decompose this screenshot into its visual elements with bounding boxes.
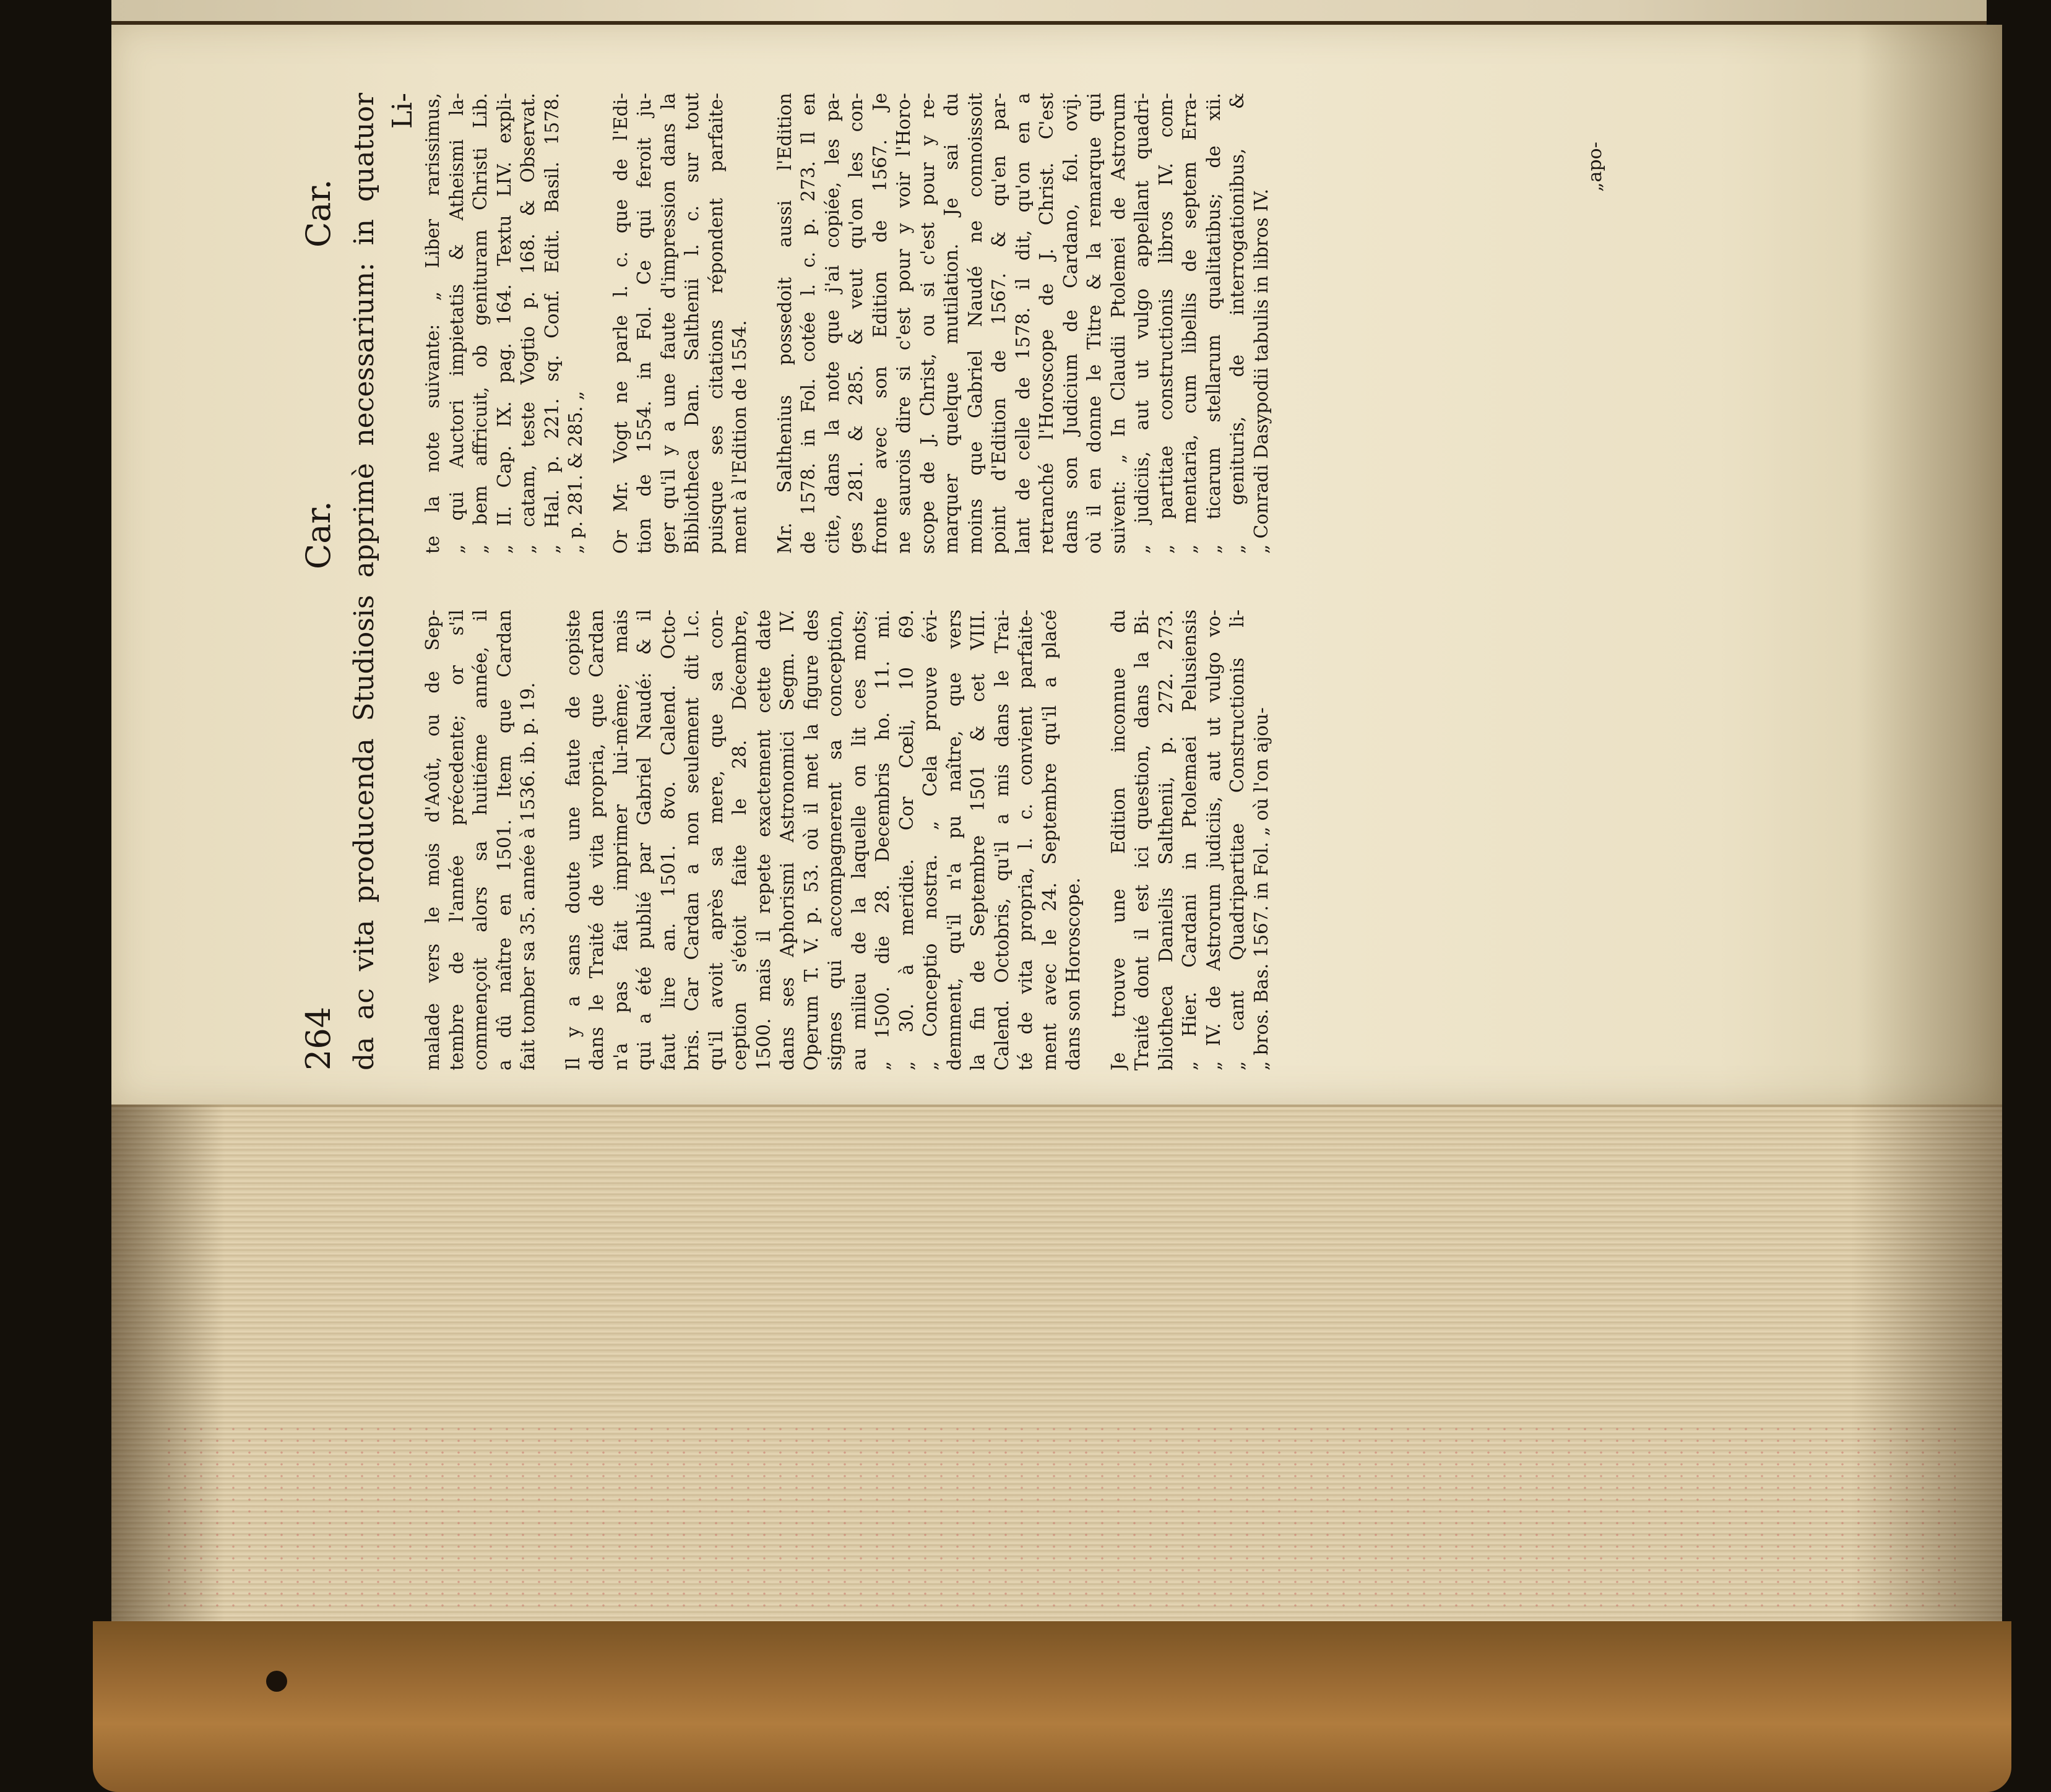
paragraph — [421, 610, 540, 1070]
text-line: ception s'étoit faite le 28. Décembre, — [729, 610, 750, 1070]
text-line: „ cant Quadripartitae Constructionis li- — [1227, 610, 1248, 1070]
text-line: lant de celle de 1578. il dit, qu'on en a — [1012, 93, 1034, 554]
text-line: ment à l'Edition de 1554. — [729, 320, 750, 554]
page-number: 264 — [299, 1006, 338, 1070]
text-line: tion de 1554. in Fol. Ce qui feroit ju- — [634, 93, 655, 554]
text-line: commençoit alors sa huitiéme année, il — [470, 610, 491, 1070]
text-line: dans son Horoscope. — [1063, 877, 1084, 1070]
text-line: „ Conceptio nostra. „ Cela prouve évi- — [920, 610, 941, 1070]
text-line: Calend. Octobris, qu'il a mis dans le Trai- — [991, 610, 1013, 1070]
text-line: „ 1500. die 28. Decembris ho. 11. mi. — [872, 610, 893, 1070]
text-line: „ bem affricuit, ob genituram Christi Lib. — [470, 93, 491, 554]
text-line: „ partitae constructionis libros IV. com- — [1155, 93, 1177, 554]
text-line: fronte avec son Edition de 1567. Je — [869, 93, 891, 554]
text-line: ment avec le 24. Septembre qu'il a placé — [1038, 610, 1060, 1070]
lead-line-hyphenation: Li- — [387, 93, 418, 129]
text-line: Je trouve une Edition inconnue du — [1107, 610, 1129, 1070]
edge-shading — [111, 1105, 2002, 1624]
paragraph — [421, 93, 588, 554]
paragraph — [773, 93, 1274, 554]
text-line: „ qui Auctori impietatis & Atheismi la- — [446, 93, 467, 554]
text-line: ges 281. & 285. & veut qu'on les con- — [845, 93, 866, 554]
text-line: la fin de Septembre 1501 & cet VIII. — [967, 610, 988, 1070]
catchword: „apo- — [1584, 142, 1606, 192]
text-line: suivent: „ In Claudii Ptolemei de Astrorum — [1107, 93, 1129, 554]
text-line: puisque ses citations répondent parfaite- — [705, 93, 727, 554]
text-line: faut lire an. 1501. 8vo. Calend. Octo- — [657, 610, 679, 1070]
text-line: „ mentaria, cum libellis de septem Erra- — [1179, 93, 1200, 554]
text-line: qui a été publié par Gabriel Naudé: & il — [634, 610, 655, 1070]
text-line: signes qui accompagnerent sa conception, — [824, 610, 845, 1070]
text-line: „ Conradi Dasypodii tabulis in libros IV. — [1250, 188, 1272, 554]
lead-line-text: da ac vita producenda Studiosis apprimè necessarium: in quatuor — [348, 93, 380, 1070]
text-line: „ 30. à meridie. Cor Cœli, 10 69. — [896, 610, 917, 1070]
text-line: Operum T. V. p. 53. où il met la figure des — [800, 610, 822, 1070]
text-line: „ genituris, de interrogationibus, & — [1227, 93, 1248, 554]
running-header-left: Car. — [299, 501, 338, 569]
paragraph — [561, 610, 1086, 1070]
text-line: bliotheca Danielis Salthenii, p. 272. 273. — [1155, 610, 1177, 1070]
paragraph — [1107, 610, 1274, 1070]
leather-cover — [93, 1621, 2011, 1792]
text-line: 1500. mais il repete exactement cette date — [753, 610, 774, 1070]
page-text-layer — [297, 93, 1621, 1070]
text-line: cite, dans la note que j'ai copiée, les pa- — [821, 93, 843, 554]
text-line: ne saurois dire si c'est pour y voir l'Horo- — [893, 93, 914, 554]
cover-wormhole — [266, 1671, 287, 1692]
text-line: malade vers le mois d'Août, ou de Sep- — [422, 610, 443, 1070]
text-line: Il y a sans doute une faute de copiste — [562, 610, 584, 1070]
text-line: „ Hier. Cardani in Ptolemaei Pelusiensis — [1179, 610, 1200, 1070]
text-line: marquer quelque mutilation. Je sai du — [941, 93, 962, 554]
text-line: qu'il avoit après sa mere, que sa con- — [705, 610, 727, 1070]
text-line: „ bros. Bas. 1567. in Fol. „ où l'on ajou- — [1250, 707, 1272, 1070]
text-line: a dû naître en 1501. Item que Cardan — [493, 610, 515, 1070]
text-line: té de vita propria, l. c. convient parfaite- — [1015, 610, 1036, 1070]
text-line: bris. Car Cardan a non seulement dit l.c. — [681, 610, 702, 1070]
text-line: moins que Gabriel Naudé ne connoissoit — [964, 93, 986, 554]
text-line: point d'Edition de 1567. & qu'en par- — [988, 93, 1009, 554]
text-line: Or Mr. Vogt ne parle l. c. que de l'Edi- — [610, 93, 631, 554]
text-line: „ II. Cap. IX. pag. 164. Textu LIV. expli- — [493, 93, 515, 554]
text-line: „ judiciis, aut ut vulgo appellant quadri- — [1131, 93, 1152, 554]
right-text-column — [421, 93, 1287, 554]
text-line: de 1578. in Fol. cotée l. c. p. 273. Il en — [798, 93, 819, 554]
text-line: tembre de l'année précedente; or s'il — [446, 610, 467, 1070]
text-line: „ p. 281. & 285. „ — [565, 390, 586, 554]
page-gutter-shadow — [1857, 25, 2002, 1105]
text-line: n'a pas fait imprimer lui-même; mais — [610, 610, 631, 1070]
text-line: „ ticarum stellarum qualitatibus; de xii. — [1203, 93, 1224, 554]
text-line: „ Hal. p. 221. sq. Conf. Edit. Basil. 1578. — [541, 93, 563, 554]
text-line: où il en donne le Titre & la remarque qui — [1084, 93, 1105, 554]
text-line: demment, qu'il n'a pu naître, que vers — [943, 610, 965, 1070]
text-line: „ catam, teste Vogtio p. 168. & Observat. — [517, 93, 538, 554]
text-line: dans son Judicium de Cardano, fol. ovij. — [1060, 93, 1081, 554]
text-line: ger qu'il y a une faute d'impression dans la — [657, 93, 679, 554]
text-line: scope de J. Christ, ou si c'est pour y re- — [917, 93, 938, 554]
binding-top — [111, 0, 1987, 25]
text-line: fait tomber sa 35. année à 1536. ib. p. 19. — [517, 682, 538, 1070]
text-line: Mr. Salthenius possedoit aussi l'Edition — [774, 93, 795, 554]
text-line: retranché l'Horoscope de J. Christ. C'est — [1036, 93, 1057, 554]
text-line: dans ses Aphorismi Astronomici Segm. IV. — [777, 610, 798, 1070]
lead-line — [345, 93, 432, 1070]
running-header-right: Car. — [299, 179, 338, 248]
text-line: „ IV. de Astrorum judiciis, aut ut vulgo vo- — [1203, 610, 1224, 1070]
text-line: Bibliotheca Dan. Salthenii l. c. sur tout — [681, 93, 702, 554]
text-line: Traité dont il est ici question, dans la Bi- — [1131, 610, 1152, 1070]
text-line: dans le Traité de vita propria, que Cardan — [586, 610, 607, 1070]
left-text-column — [421, 610, 1287, 1070]
text-line: te la note suivante: „ Liber rarissimus, — [422, 93, 443, 554]
text-line: au milieu de la laquelle on lit ces mots; — [848, 610, 870, 1070]
paragraph — [609, 93, 752, 554]
